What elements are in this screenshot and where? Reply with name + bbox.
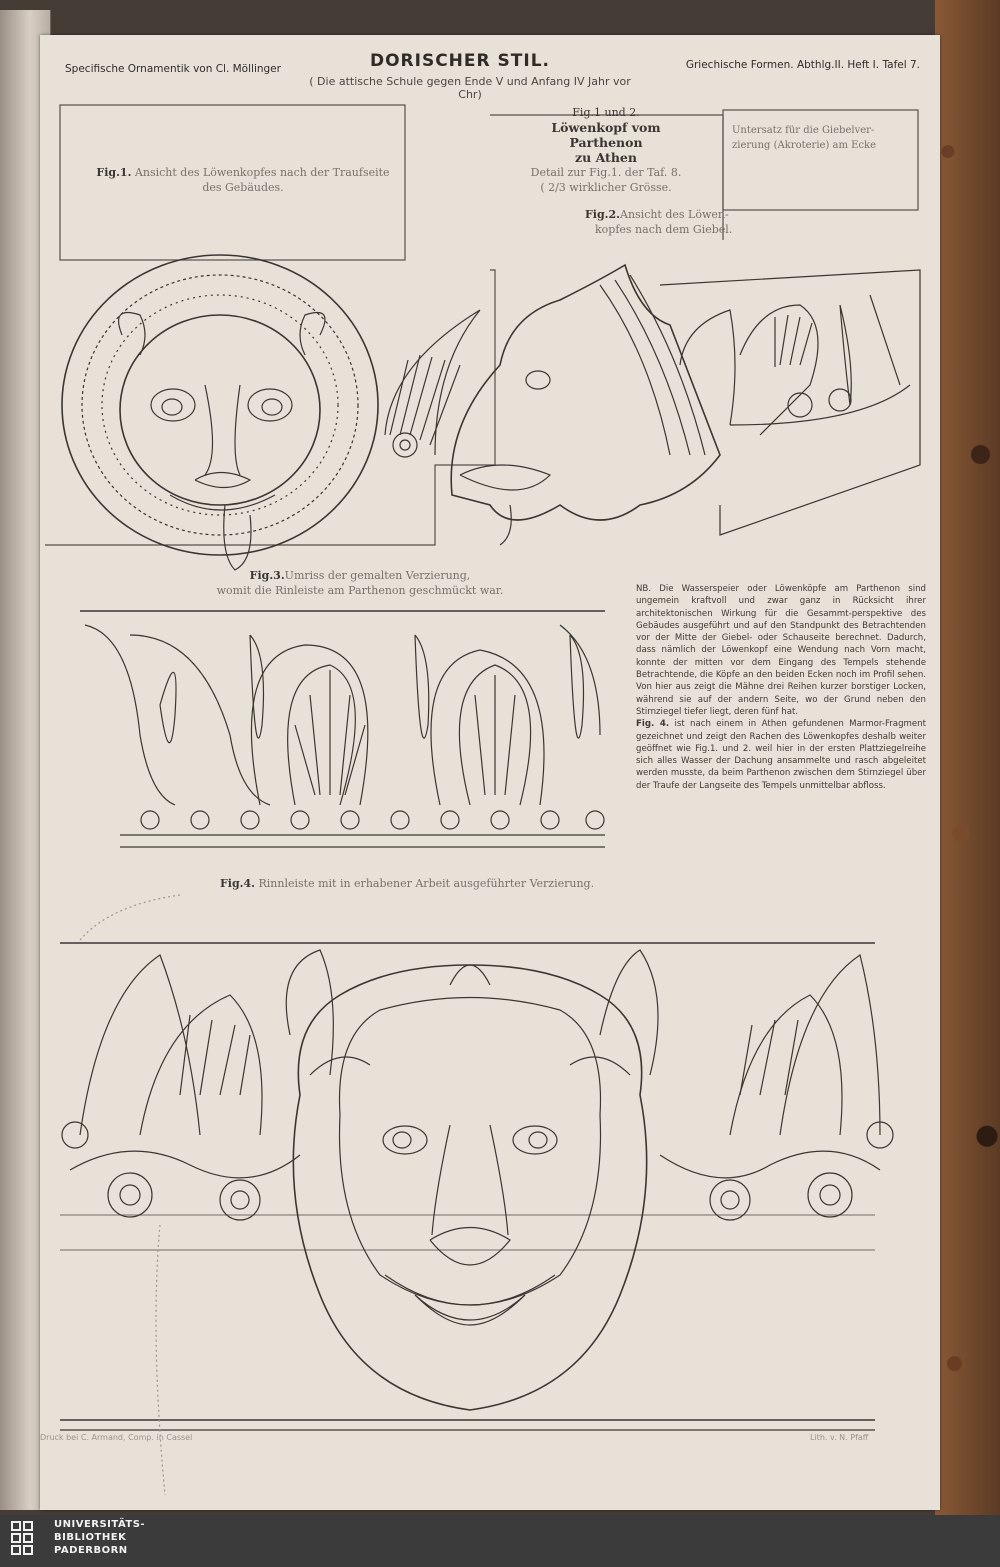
fig2-caption — [585, 207, 735, 237]
fig3-text-a: Umriss der gemalten Verzierung, — [284, 569, 471, 582]
fig4-label: Fig.4. — [220, 877, 255, 890]
fig12-line-a: Fig.1 und 2. — [572, 106, 640, 119]
fig1-caption — [88, 165, 398, 195]
fig4-text: Rinnleiste mit in erhabener Arbeit ausgeführter Verzierung. — [258, 877, 595, 890]
book-cover-edge — [935, 0, 1000, 1515]
fig3-caption — [200, 568, 520, 598]
note-paragraph-1: NB. Die Wasserspeier oder Löwenköpfe am Parthenon sind ungemein kraftvoll und zwar ganz in Rücksicht ihrer architektonischen Wirkung für die Gesammt-perspektive des Gebäudes ausgeführt und auf den Standpunkt des Betrachtenden vor der Mitte der Giebel- oder Schauseite berechnet. Dadurch, dass nämlich der Löwenkopf eine Wendung nach Vorn macht, konnte der mitten vor dem Eingang des Tempels stehende Betrachtende, die Köpfe an den beiden Ecken noch im Profil sehen. Von hier aus zeigt die Mähne drei Reihen kurzer borstiger Locken, während sie auf der andern Seite, wo der Grund neben den Stirnziegel tiefer liegt, deren fünf hat. — [636, 584, 926, 717]
library-logo-icon — [10, 1520, 46, 1560]
fig4-rinnleiste-drawing — [60, 943, 893, 1430]
akroterie-caption — [732, 123, 912, 153]
printer-credit: Druck bei C. Armand, Comp. in Cassel — [40, 1433, 193, 1442]
fig1-profile — [45, 270, 495, 545]
fig3-painted-ornament — [80, 611, 605, 847]
fig12-heading — [516, 105, 696, 195]
plate-page — [40, 35, 940, 1510]
note-fig4-label: Fig. 4. — [636, 719, 670, 730]
fig1-text-b: des Gebäudes. — [202, 181, 284, 194]
header-right: Griechische Formen. Abthlg.II. Heft I. Tafel 7. — [685, 59, 920, 71]
header-left: Specifische Ornamentik von Cl. Möllinger — [65, 63, 281, 75]
lion-head-profile-drawing — [451, 265, 720, 545]
library-footer-bar — [0, 1515, 1000, 1567]
fig1-label: Fig.1. — [96, 166, 132, 179]
library-name-line-1: UNIVERSITÄTS- — [54, 1519, 146, 1530]
fig12-line-d: Detail zur Fig.1. der Taf. 8. — [530, 166, 682, 179]
fig12-line-b: Löwenkopf vom Parthenon — [551, 120, 661, 150]
note-paragraph-2: ist nach einem in Athen gefundenen Marmor-Fragment gezeichnet und zeigt den Rachen des Löwenkopfes deshalb weiter geöffnet wie Fig.1. und 2. weil hier in der ersten Plattziegelreihe sich alles Wasser der Dachung ansammelte und rasch abgeleitet werden musste, da beim Parthenon zwischen dem Stirnziegel über der Traufe der Langseite des Tempels unmittelbar abfloss. — [636, 719, 926, 791]
fig12-line-e: ( 2/3 wirklicher Grösse. — [540, 181, 672, 194]
library-name-line-2: BIBLIOTHEK — [54, 1532, 127, 1543]
fig4-caption — [220, 876, 620, 891]
lithographer-credit: Lith. v. N. Pfaff — [810, 1433, 869, 1442]
fig2-label: Fig.2. — [585, 208, 620, 221]
akroterie-text-b: zierung (Akroterie) am Ecke — [732, 140, 877, 151]
page-title: DORISCHER STIL. — [369, 51, 550, 71]
page-subtitle: ( Die attische Schule gegen Ende V und Anfang IV Jahr vor Chr) — [309, 75, 631, 101]
fig2-text-b: kopfes nach dem Giebel. — [595, 223, 733, 236]
fig2-text-a: Ansicht des Löwen- — [620, 208, 729, 221]
fig1-text-a: Ansicht des Löwenkopfes nach der Traufseite — [134, 166, 390, 179]
explanatory-note — [636, 583, 926, 792]
fig1-palmette — [385, 310, 480, 457]
library-name-line-3: PADERBORN — [54, 1545, 128, 1556]
fig3-label: Fig.3. — [249, 569, 285, 582]
lion-head-front-drawing — [62, 255, 378, 570]
library-name — [54, 1518, 145, 1557]
fig3-text-b: womit die Rinleiste am Parthenon geschmückt war. — [216, 584, 504, 597]
akroterie-text-a: Untersatz für die Giebelver- — [732, 125, 875, 136]
fig12-line-c: zu Athen — [575, 150, 637, 165]
